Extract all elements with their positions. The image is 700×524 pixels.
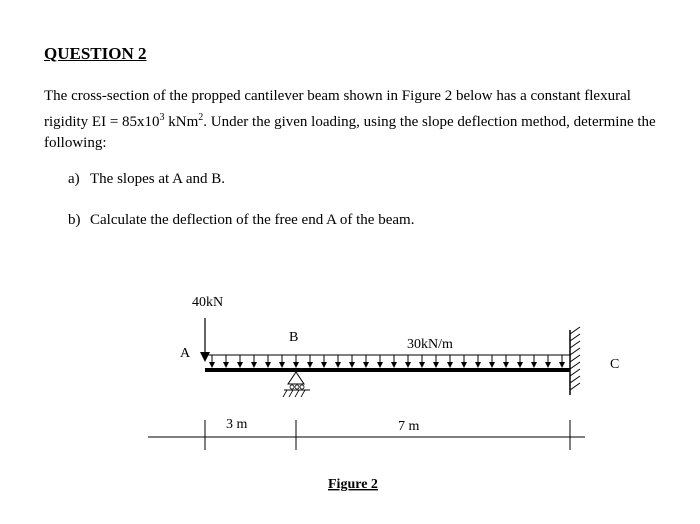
udl-arrow-head [461, 362, 467, 368]
udl-label: 30kN/m [407, 337, 453, 352]
udl-arrow-head [209, 362, 215, 368]
udl-arrow-head [447, 362, 453, 368]
exponent-1: 3 [159, 112, 165, 123]
udl-arrow-head [545, 362, 551, 368]
item-a-text: The slopes at A and B. [90, 171, 225, 187]
udl-arrow-head [559, 362, 565, 368]
item-a-label: a) [68, 171, 80, 187]
hatch-line [570, 341, 580, 348]
udl-arrow-head [517, 362, 523, 368]
paragraph-text-2: kNm [164, 114, 199, 130]
udl-arrow-head [419, 362, 425, 368]
udl-arrow-head [307, 362, 313, 368]
dimension-ab: 3 m [226, 417, 248, 432]
label-b: B [289, 330, 299, 345]
beam [205, 368, 570, 372]
udl-arrow-head [265, 362, 271, 368]
udl-arrow-head [293, 362, 299, 368]
udl-arrow-head [251, 362, 257, 368]
dimension-bc: 7 m [398, 419, 420, 434]
figure-caption: Figure 2 [328, 477, 378, 492]
hatch-line [570, 383, 580, 390]
udl-arrow-head [237, 362, 243, 368]
paragraph-text-3: . Under the given loading, using the slope deflection method, determine the following: [44, 114, 656, 151]
udl-arrow-head [377, 362, 383, 368]
point-load-label: 40kN [192, 295, 224, 310]
udl-arrow-head [475, 362, 481, 368]
hatch-line [570, 348, 580, 355]
udl-arrow-head [433, 362, 439, 368]
udl-arrow-head [321, 362, 327, 368]
udl-arrow-head [405, 362, 411, 368]
hatch-line [570, 334, 580, 341]
item-b-label: b) [68, 212, 81, 228]
hatch-line [570, 376, 580, 383]
question-heading: QUESTION 2 [44, 44, 147, 63]
roller-support-b [283, 372, 310, 397]
item-b-text: Calculate the deflection of the free end A of the beam. [90, 212, 415, 228]
fixed-support-hatching [570, 327, 580, 390]
udl-arrow-head [531, 362, 537, 368]
point-load-arrow-head [200, 352, 210, 362]
udl-arrows [209, 355, 565, 368]
hatch-line [570, 327, 580, 334]
hatch-line [570, 355, 580, 362]
udl-arrow-head [349, 362, 355, 368]
udl-arrow-head [489, 362, 495, 368]
paragraph-text-1: The cross-section of the propped cantilever beam shown in Figure 2 below has a constant flexural rigidity EI = 85x10 [44, 88, 631, 130]
exponent-2: 2 [198, 112, 204, 123]
label-a: A [180, 346, 191, 361]
udl-arrow-head [279, 362, 285, 368]
udl-arrow-head [503, 362, 509, 368]
udl-arrow-head [223, 362, 229, 368]
hatch-line [570, 362, 580, 369]
hatch-line [570, 369, 580, 376]
udl-arrow-head [391, 362, 397, 368]
udl-arrow-head [335, 362, 341, 368]
udl-arrow-head [363, 362, 369, 368]
label-c: C [610, 357, 620, 372]
